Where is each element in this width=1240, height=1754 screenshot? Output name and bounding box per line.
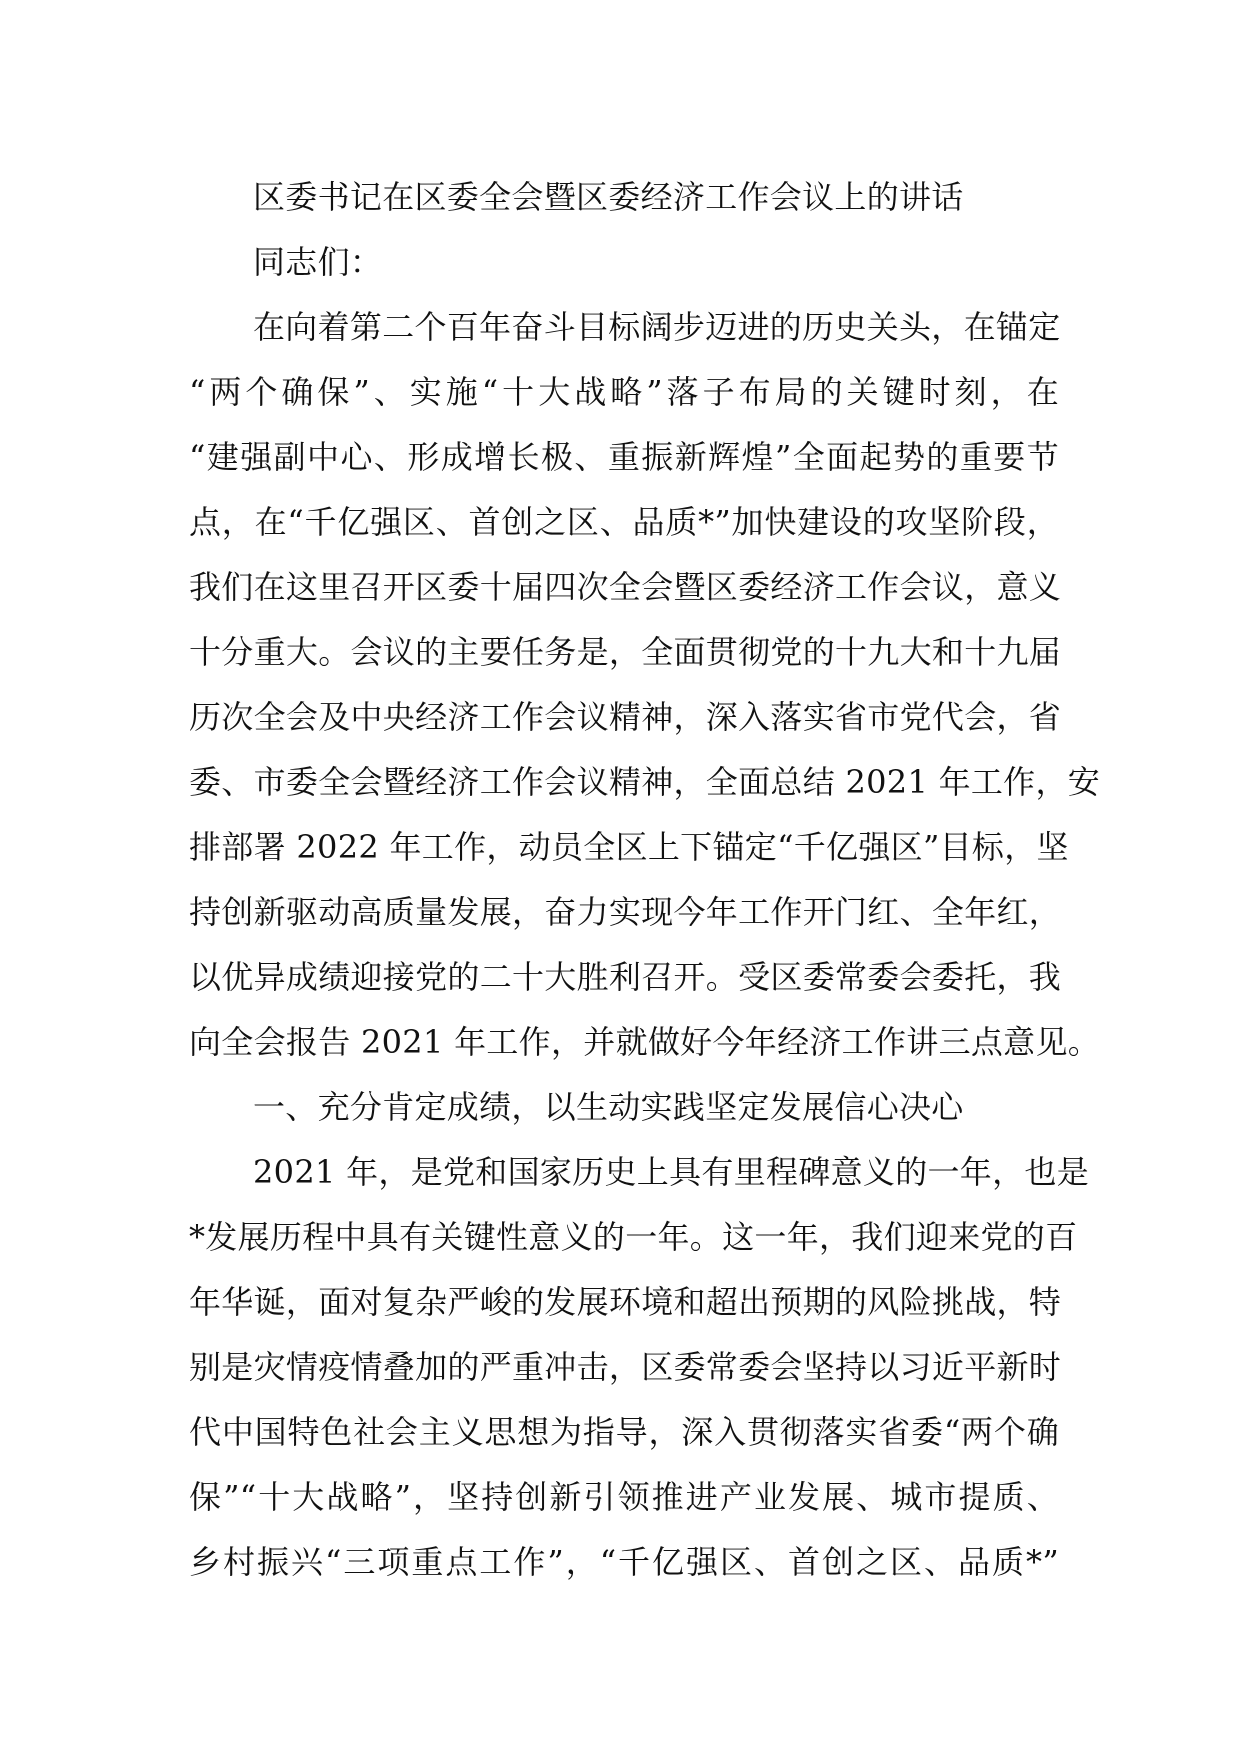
document-title: 区委书记在区委全会暨区委经济工作会议上的讲话 <box>253 178 964 216</box>
paragraph-line: 年华诞，面对复杂严峻的发展环境和超出预期的风险挑战，特 <box>189 1283 1062 1321</box>
salutation: 同志们： <box>253 243 383 281</box>
section-heading: 一、充分肯定成绩，以生动实践坚定发展信心决心 <box>253 1088 964 1126</box>
paragraph-line: 历次全会及中央经济工作会议精神，深入落实省市党代会，省 <box>189 698 1062 736</box>
paragraph-line: 持创新驱动高质量发展，奋力实现今年工作开门红、全年红， <box>189 893 1062 931</box>
document-body <box>189 165 1101 1595</box>
paragraph-line: 点，在“千亿强区、首创之区、品质*”加快建设的攻坚阶段， <box>189 503 1059 541</box>
paragraph-line: *发展历程中具有关键性意义的一年。这一年，我们迎来党的百 <box>189 1218 1078 1256</box>
paragraph-line: 在向着第二个百年奋斗目标阔步迈进的历史关头，在锚定 <box>253 308 1061 346</box>
paragraph-line: 别是灾情疫情叠加的严重冲击，区委常委会坚持以习近平新时 <box>189 1348 1062 1386</box>
paragraph-line: 十分重大。会议的主要任务是，全面贯彻党的十九大和十九届 <box>189 633 1062 671</box>
paragraph-line: 向全会报告 2021 年工作，并就做好今年经济工作讲三点意见。 <box>189 1023 1101 1061</box>
paragraph-line: “两个确保”、实施“十大战略”落子布局的关键时刻，在 <box>189 373 1059 411</box>
paragraph-line: “建强副中心、形成增长极、重振新辉煌”全面起势的重要节 <box>189 438 1059 476</box>
paragraph-line: 我们在这里召开区委十届四次全会暨区委经济工作会议，意义 <box>189 568 1062 606</box>
paragraph-line: 2021 年，是党和国家历史上具有里程碑意义的一年，也是 <box>253 1153 1090 1191</box>
paragraph-line: 乡村振兴“三项重点工作”，“千亿强区、首创之区、品质*” <box>189 1543 1059 1581</box>
paragraph-line: 委、市委全会暨经济工作会议精神，全面总结 2021 年工作，安 <box>189 763 1101 801</box>
paragraph-line: 以优异成绩迎接党的二十大胜利召开。受区委常委会委托，我 <box>189 958 1062 996</box>
paragraph-line: 代中国特色社会主义思想为指导，深入贯彻落实省委“两个确 <box>189 1413 1059 1451</box>
paragraph-line: 排部署 2022 年工作，动员全区上下锚定“千亿强区”目标，坚 <box>189 828 1069 866</box>
paragraph-line: 保”“十大战略”，坚持创新引领推进产业发展、城市提质、 <box>189 1478 1059 1516</box>
